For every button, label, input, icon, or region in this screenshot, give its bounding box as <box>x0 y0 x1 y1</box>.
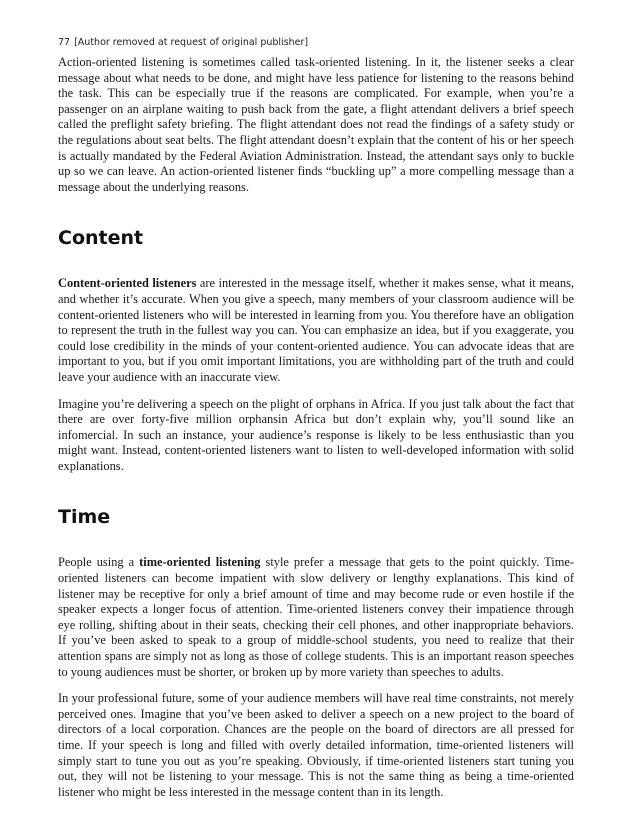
content-heading: Content <box>58 227 144 250</box>
time-paragraph-1-text: style prefer a message that gets to the point quickly. Time-oriented listeners can become impatient with slow delivery or lengthy explanations. This kind of listener may be receptive for only a brief amount of time and may become rude or even hostile if the speaker expects a longer focus of attention. Time-oriented listeners convey their impatience through eye rolling, shifting about in their seats, checking their cell phones, and other inappropriate behaviors. If you’ve been asked to speak to a group of middle-school students, you need to realize that their attention spans are simply not as long as those of college students. This is an important reason speeches to young audiences must be shorter, or broken up by more variety than speeches to adults. <box>58 555 574 679</box>
time-paragraph-1 <box>58 555 574 680</box>
intro-paragraph: Action-oriented listening is sometimes called task-oriented listening. In it, the listener seeks a clear message about what needs to be done, and might have less patience for listening to the reasons behind the task. This can be especially true if the reasons are complicated. For example, when you’re a passenger on an airplane waiting to push back from the gate, a flight attendant delivers a brief speech called the preflight safety briefing. The flight attendant does not read the findings of a safety study or the regulations about seat belts. The flight attendant doesn’t explain that the content of his or her speech is actually mandated by the Federal Aviation Administration. Instead, the attendant says only to buckle up so we can leave. An action-oriented listener finds “buckling up” a more compelling message than a message about the underlying reasons. <box>58 55 574 194</box>
time-paragraph-2: In your professional future, some of your audience members will have real time constraints, not merely perceived ones. Imagine that you’ve been asked to deliver a speech on a new project to the board of directors of a local corporation. Chances are the people on the board of directors are all pressed for time. If your speech is long and filled with overly detailed information, time-oriented listeners will simply start to tune you out as you’re speaking. Obviously, if time-oriented listeners start tuning you out, they will not be listening to your message. This is not the same thing as being a time-oriented listener who might be less interested in the message content than in its length. <box>58 691 574 799</box>
author-attribution: [Author removed at request of original publisher] <box>74 37 309 48</box>
document-page <box>58 36 574 811</box>
content-oriented-term: Content-oriented listeners <box>58 276 197 291</box>
time-oriented-term: time-oriented listening <box>139 555 261 570</box>
time-paragraph-1-lead: People using a <box>58 555 140 570</box>
time-heading: Time <box>58 506 111 529</box>
content-paragraph-2: Imagine you’re delivering a speech on the plight of orphans in Africa. If you just talk about the fact that there are over forty-five million orphansin Africa but don’t explain why, you’ll sound like an infomercial. In such an instance, your audience’s response is likely to be less enthusiastic than you might want. Instead, content-oriented listeners want to listen to well-developed information with solid explanations. <box>58 396 574 473</box>
page-number: 77 <box>58 37 71 48</box>
content-paragraph-1 <box>58 276 574 385</box>
content-paragraph-1-text: are interested in the message itself, whether it makes sense, what it means, and whether it’s accurate. When you give a speech, many members of your classroom audience will be content-oriented listeners who will be interested in learning from you. You therefore have an obligation to represent the truth in the fullest way you can. You can emphasize an idea, but if you exaggerate, you could lose credibility in the minds of your content-oriented audience. You can advocate ideas that are important to you, but if you omit important limitations, you are withholding part of the truth and could leave your audience with an inaccurate view. <box>58 276 574 384</box>
running-header <box>58 36 574 50</box>
